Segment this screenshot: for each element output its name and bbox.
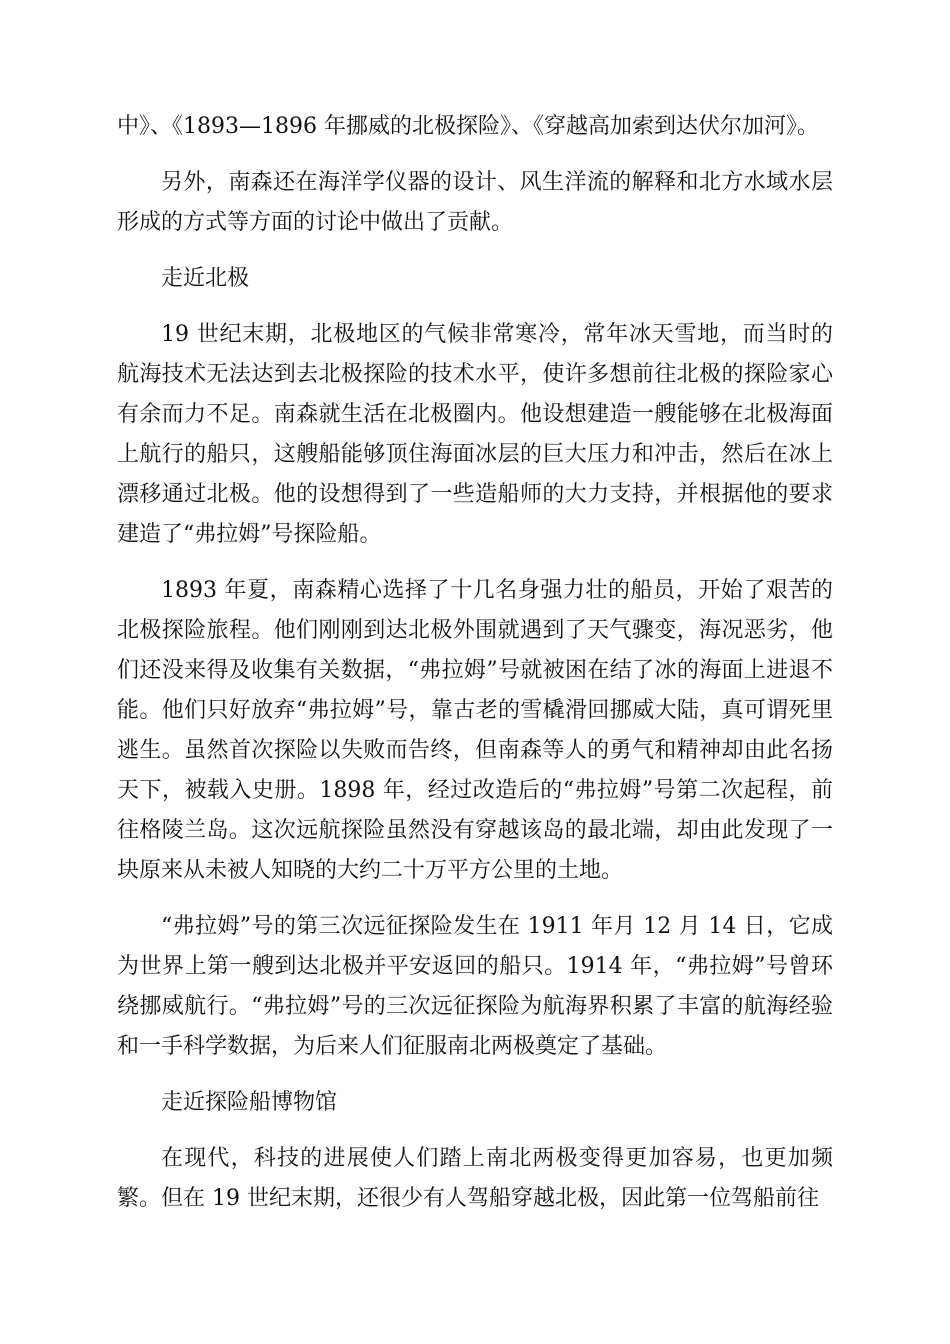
paragraph-third-expedition: “弗拉姆”号的第三次远征探险发生在 1911 年月 12 月 14 日，它成为世界上第一艘到达北极并平安返回的船只。1914 年，“弗拉姆”号曾环绕挪威航行。“弗拉姆”号的三次远征探险为航海界积累了丰富的航海经验和一手科学数据，为后来人们征服南北两极奠定了基础。 [117,914,833,1059]
section-heading-museum: 走近探险船博物馆 [161,1090,338,1115]
paragraph-other-contributions: 另外，南森还在海洋学仪器的设计、风生洋流的解释和北方水域水层形成的方式等方面的讨论中做出了贡献。 [117,170,833,235]
paragraph-arctic-background: 19 世纪末期，北极地区的气候非常寒冷，常年冰天雪地，而当时的航海技术无法达到去北极探险的技术水平，使许多想前往北极的探险家心有余而力不足。南森就生活在北极圈内。他设想建造一艘能够在北极海面上航行的船只，这艘船能够顶住海面冰层的巨大压力和冲击，然后在冰上漂移通过北极。他的设想得到了一些造船师的大力支持，并根据他的要求建造了“弗拉姆”号探险船。 [117,322,833,547]
document-body [117,107,833,1235]
paragraph-modern-era: 在现代，科技的进展使人们踏上南北两极变得更加容易，也更加频繁。但在 19 世纪末期，还很少有人驾船穿越北极，因此第一位驾船前往 [117,1146,833,1211]
paragraph-book-titles: 中》、《1893—1896 年挪威的北极探险》、《穿越高加索到达伏尔加河》。 [117,114,819,139]
paragraph-1893-expedition: 1893 年夏，南森精心选择了十几名身强力壮的船员，开始了艰苦的北极探险旅程。他们刚刚到达北极外围就遇到了天气骤变，海况恶劣，他们还没来得及收集有关数据，“弗拉姆”号就被困在结了冰的海面上进退不能。他们只好放弃“弗拉姆”号，靠古老的雪橇滑回挪威大陆，真可谓死里逃生。虽然首次探险以失败而告终，但南森等人的勇气和精神却由此名扬天下，被载入史册。1898 年，经过改造后的“弗拉姆”号第二次起程，前往格陵兰岛。这次远航探险虽然没有穿越该岛的最北端，却由此发现了一块原来从未被人知晓的大约二十万平方公里的土地。 [117,578,833,883]
section-heading-arctic: 走近北极 [161,266,250,291]
